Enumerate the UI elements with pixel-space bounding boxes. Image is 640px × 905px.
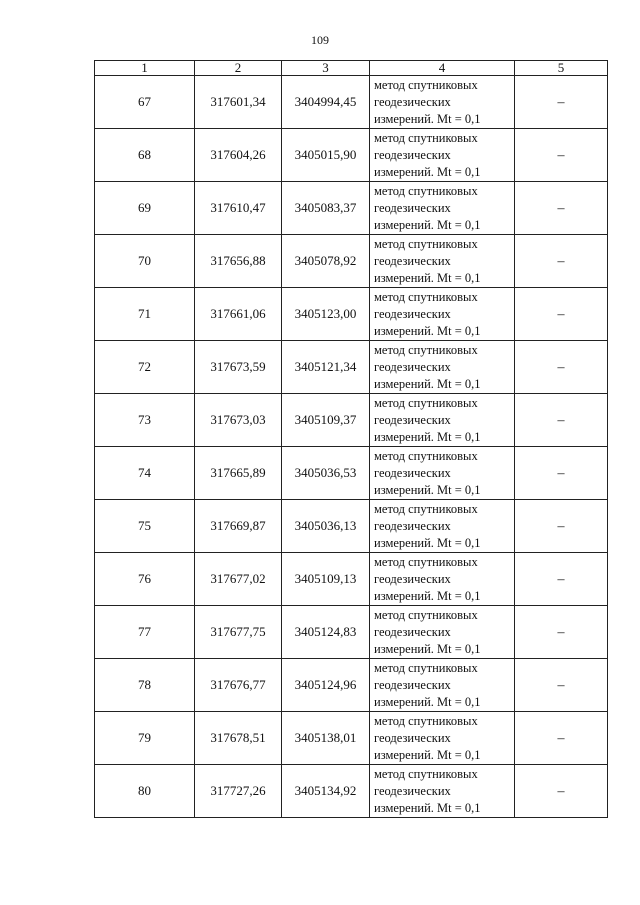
- y-coordinate-cell: 3405015,90: [282, 129, 370, 182]
- method-cell: [370, 447, 515, 500]
- method-line: метод спутниковых: [374, 607, 478, 622]
- point-number-cell: 73: [95, 394, 195, 447]
- method-line: геодезических: [374, 465, 451, 480]
- method-line: измерений. Mt = 0,1: [374, 323, 481, 338]
- method-line: геодезических: [374, 518, 451, 533]
- table-row: [95, 235, 608, 288]
- method-line: метод спутниковых: [374, 713, 478, 728]
- col5-cell: [515, 394, 608, 447]
- y-coordinate-cell: 3405134,92: [282, 765, 370, 818]
- y-coordinate-cell: 3405036,53: [282, 447, 370, 500]
- x-coordinate-cell: 317677,02: [195, 553, 282, 606]
- method-line: геодезических: [374, 359, 451, 374]
- point-number-cell: 67: [95, 76, 195, 129]
- point-number-cell: 68: [95, 129, 195, 182]
- method-line: геодезических: [374, 253, 451, 268]
- method-line: метод спутниковых: [374, 289, 478, 304]
- y-coordinate-cell: 3405123,00: [282, 288, 370, 341]
- method-cell: [370, 500, 515, 553]
- point-number-cell: 79: [95, 712, 195, 765]
- table-row: [95, 659, 608, 712]
- col5-cell: [515, 235, 608, 288]
- point-number-cell: 72: [95, 341, 195, 394]
- table-body: [95, 76, 608, 818]
- method-line: измерений. Mt = 0,1: [374, 641, 481, 656]
- x-coordinate-cell: 317673,59: [195, 341, 282, 394]
- dash-value: –: [557, 465, 565, 481]
- table-row: [95, 765, 608, 818]
- method-cell: [370, 765, 515, 818]
- method-cell: [370, 341, 515, 394]
- point-number-cell: 77: [95, 606, 195, 659]
- dash-value: –: [557, 730, 565, 746]
- method-line: измерений. Mt = 0,1: [374, 694, 481, 709]
- method-line: измерений. Mt = 0,1: [374, 111, 481, 126]
- table-header-row: [95, 61, 608, 76]
- x-coordinate-cell: 317678,51: [195, 712, 282, 765]
- method-cell: [370, 553, 515, 606]
- dash-value: –: [557, 147, 565, 163]
- col5-cell: [515, 765, 608, 818]
- x-coordinate-cell: 317604,26: [195, 129, 282, 182]
- method-line: геодезических: [374, 783, 451, 798]
- col5-cell: [515, 129, 608, 182]
- dash-value: –: [557, 783, 565, 799]
- method-line: геодезических: [374, 624, 451, 639]
- col5-cell: [515, 500, 608, 553]
- method-cell: [370, 235, 515, 288]
- point-number-cell: 74: [95, 447, 195, 500]
- point-number-cell: 80: [95, 765, 195, 818]
- method-line: метод спутниковых: [374, 395, 478, 410]
- table-row: [95, 447, 608, 500]
- method-cell: [370, 394, 515, 447]
- dash-value: –: [557, 359, 565, 375]
- method-cell: [370, 182, 515, 235]
- x-coordinate-cell: 317661,06: [195, 288, 282, 341]
- point-number-cell: 70: [95, 235, 195, 288]
- point-number-cell: 71: [95, 288, 195, 341]
- y-coordinate-cell: 3404994,45: [282, 76, 370, 129]
- y-coordinate-cell: 3405083,37: [282, 182, 370, 235]
- method-line: измерений. Mt = 0,1: [374, 217, 481, 232]
- point-number-cell: 75: [95, 500, 195, 553]
- method-line: измерений. Mt = 0,1: [374, 482, 481, 497]
- table-row: [95, 712, 608, 765]
- method-line: метод спутниковых: [374, 501, 478, 516]
- method-cell: [370, 606, 515, 659]
- point-number-cell: 76: [95, 553, 195, 606]
- method-line: измерений. Mt = 0,1: [374, 429, 481, 444]
- x-coordinate-cell: 317601,34: [195, 76, 282, 129]
- method-line: метод спутниковых: [374, 766, 478, 781]
- col5-cell: [515, 182, 608, 235]
- y-coordinate-cell: 3405078,92: [282, 235, 370, 288]
- method-line: измерений. Mt = 0,1: [374, 800, 481, 815]
- dash-value: –: [557, 200, 565, 216]
- y-coordinate-cell: 3405109,37: [282, 394, 370, 447]
- col5-cell: [515, 288, 608, 341]
- header-col-4: 4: [370, 61, 515, 76]
- header-col-1: 1: [95, 61, 195, 76]
- table-row: [95, 606, 608, 659]
- dash-value: –: [557, 412, 565, 428]
- method-line: геодезических: [374, 571, 451, 586]
- col5-cell: [515, 712, 608, 765]
- table-row: [95, 129, 608, 182]
- x-coordinate-cell: 317665,89: [195, 447, 282, 500]
- dash-value: –: [557, 624, 565, 640]
- method-line: метод спутниковых: [374, 77, 478, 92]
- y-coordinate-cell: 3405036,13: [282, 500, 370, 553]
- method-line: метод спутниковых: [374, 342, 478, 357]
- method-line: геодезических: [374, 730, 451, 745]
- method-line: геодезических: [374, 147, 451, 162]
- method-cell: [370, 76, 515, 129]
- method-line: метод спутниковых: [374, 130, 478, 145]
- method-line: измерений. Mt = 0,1: [374, 376, 481, 391]
- x-coordinate-cell: 317676,77: [195, 659, 282, 712]
- method-line: метод спутниковых: [374, 554, 478, 569]
- method-line: измерений. Mt = 0,1: [374, 747, 481, 762]
- x-coordinate-cell: 317656,88: [195, 235, 282, 288]
- y-coordinate-cell: 3405121,34: [282, 341, 370, 394]
- page-number: 109: [311, 33, 329, 47]
- table-row: [95, 553, 608, 606]
- table-row: [95, 76, 608, 129]
- method-line: метод спутниковых: [374, 236, 478, 251]
- col5-cell: [515, 553, 608, 606]
- col5-cell: [515, 659, 608, 712]
- x-coordinate-cell: 317677,75: [195, 606, 282, 659]
- table-row: [95, 394, 608, 447]
- col5-cell: [515, 606, 608, 659]
- table-row: [95, 341, 608, 394]
- col5-cell: [515, 447, 608, 500]
- header-col-5: 5: [515, 61, 608, 76]
- method-cell: [370, 129, 515, 182]
- method-line: геодезических: [374, 412, 451, 427]
- method-line: метод спутниковых: [374, 660, 478, 675]
- y-coordinate-cell: 3405109,13: [282, 553, 370, 606]
- method-cell: [370, 659, 515, 712]
- header-col-3: 3: [282, 61, 370, 76]
- method-line: измерений. Mt = 0,1: [374, 535, 481, 550]
- col5-cell: [515, 341, 608, 394]
- table-row: [95, 182, 608, 235]
- header-col-2: 2: [195, 61, 282, 76]
- dash-value: –: [557, 94, 565, 110]
- y-coordinate-cell: 3405138,01: [282, 712, 370, 765]
- method-line: геодезических: [374, 94, 451, 109]
- x-coordinate-cell: 317610,47: [195, 182, 282, 235]
- dash-value: –: [557, 677, 565, 693]
- y-coordinate-cell: 3405124,83: [282, 606, 370, 659]
- method-cell: [370, 288, 515, 341]
- method-line: геодезических: [374, 306, 451, 321]
- method-line: геодезических: [374, 200, 451, 215]
- method-cell: [370, 712, 515, 765]
- x-coordinate-cell: 317727,26: [195, 765, 282, 818]
- point-number-cell: 78: [95, 659, 195, 712]
- table-row: [95, 500, 608, 553]
- method-line: метод спутниковых: [374, 183, 478, 198]
- coordinates-table: [94, 60, 608, 818]
- dash-value: –: [557, 253, 565, 269]
- dash-value: –: [557, 306, 565, 322]
- point-number-cell: 69: [95, 182, 195, 235]
- method-line: измерений. Mt = 0,1: [374, 588, 481, 603]
- method-line: измерений. Mt = 0,1: [374, 270, 481, 285]
- table-row: [95, 288, 608, 341]
- method-line: геодезических: [374, 677, 451, 692]
- method-line: измерений. Mt = 0,1: [374, 164, 481, 179]
- x-coordinate-cell: 317669,87: [195, 500, 282, 553]
- method-line: метод спутниковых: [374, 448, 478, 463]
- x-coordinate-cell: 317673,03: [195, 394, 282, 447]
- y-coordinate-cell: 3405124,96: [282, 659, 370, 712]
- dash-value: –: [557, 571, 565, 587]
- col5-cell: [515, 76, 608, 129]
- dash-value: –: [557, 518, 565, 534]
